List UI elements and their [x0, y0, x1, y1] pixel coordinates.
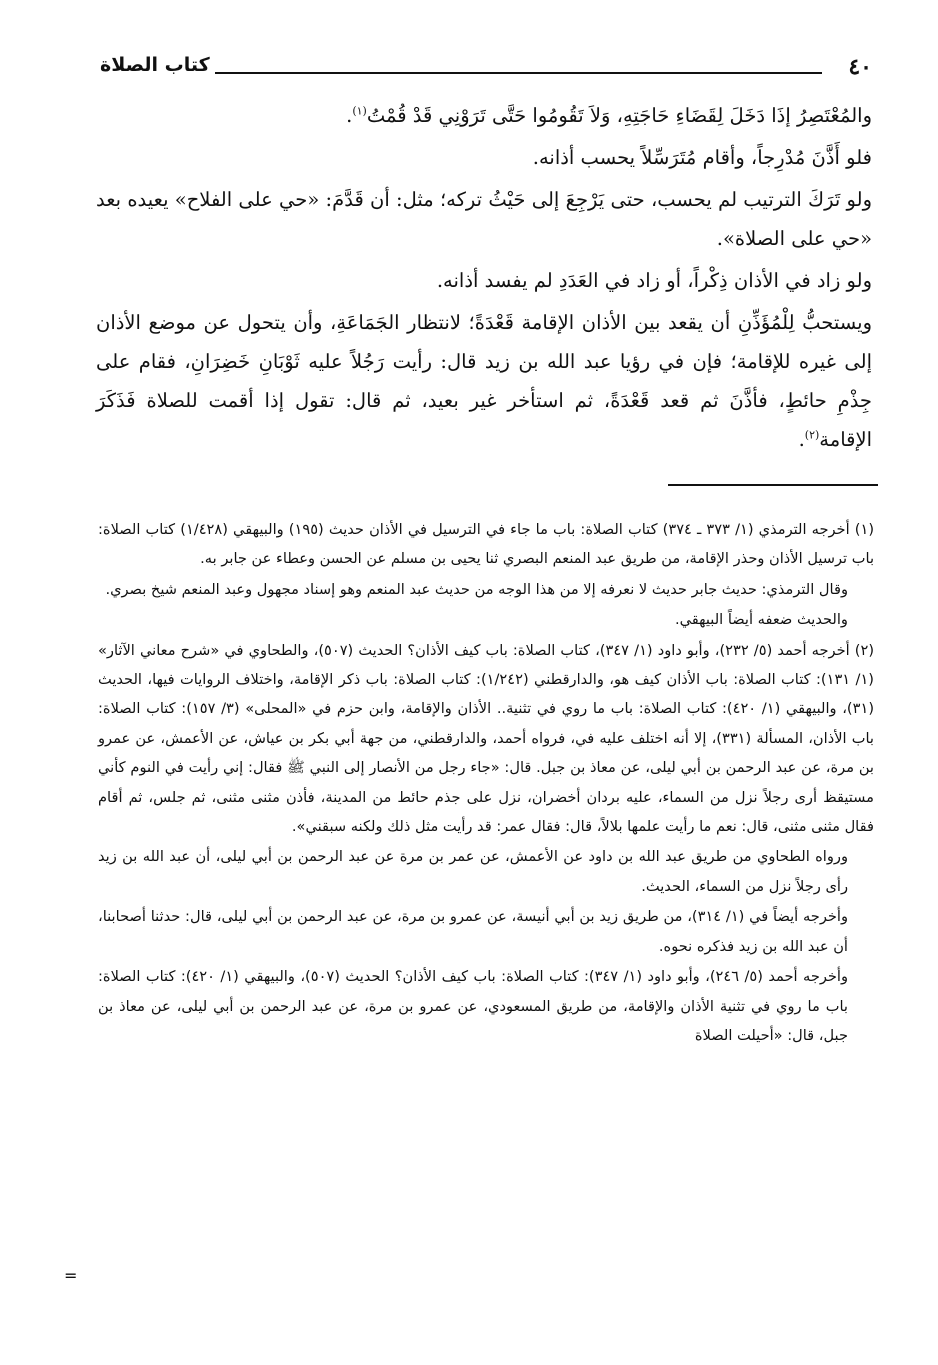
page-number: ٤٠ [848, 54, 872, 80]
header-rule [215, 72, 822, 74]
footnote-ref-2: (٢) [804, 428, 820, 442]
footnote-1-note: والحديث ضعفه أيضاً البيهقي. [674, 611, 848, 629]
paragraph-5-text: ويستحبُّ لِلْمُؤَذِّنِ أن يقعد بين الأذان الإقامة قَعْدَةً؛ لانتظار الجَمَاعَةِ، وأن يتحول عن موضع الأذان إلى غيره للإقامة؛ فإن في رؤيا عبد الله بن زيد قال: رأيت رَجُلاً عليه ثَوْبَانِ خَضِرَانِ، فقام على جِذْمِ حائطٍ، فأذَّنَ ثم قعد قَعْدَةً، ثم استأخر غير بعيد، ثم قال: تقول إذا أقمت للصلاة فَذَكَرَ الإقامة [96, 311, 872, 451]
running-title: كتاب الصلاة [100, 54, 210, 76]
footnote-ref-1: (١) [352, 104, 367, 118]
footnotes [98, 515, 874, 1051]
footnote-1-comment: وقال الترمذي: حديث جابر حديث لا نعرفه إلا من هذا الوجه من حديث عبد المنعم وهو إسناد مجهول وعبد المنعم شيخ بصري. [105, 580, 848, 598]
footnote-separator [668, 484, 878, 486]
footnote-2: (٢) أخرجه أحمد (٥/ ٢٣٢)، وأبو داود (١/ ٣٤٧)، كتاب الصلاة: باب كيف الأذان؟ الحديث (٥٠٧)، والطحاوي في «شرح معاني الآثار» (١/ ١٣١): كتاب الصلاة: باب الأذان كيف هو، والدارقطني (١/٢٤٢): كتاب الصلاة: باب ذكر الإقامة، واختلاف الروايات فيها، الحديث (٣١)، والبيهقي (١/ ٤٢٠): كتاب الصلاة: باب ما روي في تثنية.. الأذان والإقامة، وابن حزم في «المحلى» (٣/ ١٥٧): كتاب الصلاة: باب الأذان، المسألة (٣٣١)، إلا أنه اختلف عليه في، فرواه أحمد، والدارقطني، من جهة أبي بكر بن عياش، عن الأعمش، عن عمرو بن مرة، عن عبد الرحمن بن أبي ليلى، عن معاذ بن جبل. قال: «جاء رجل من الأنصار إلى النبي ﷺ فقال: إني رأيت في النوم كأني مستيقظ أرى رجلاً نزل من السماء، عليه بردان أخضران، نزل على جذم حائط من المدينة، فأذن مثنى مثنى، ثم جلس، ثم أقام فقال مثنى مثنى، قال: نعم ما رأيت علمها بلالاً، قال: فقال عمر: قد رأيت مثل ذلك ولكنه سبقني». [98, 641, 875, 836]
paragraph-5 [96, 303, 872, 459]
paragraph-5-end: . [798, 428, 805, 451]
page-header [100, 46, 872, 86]
continuation-mark: = [64, 1266, 78, 1285]
main-text [96, 96, 872, 462]
paragraph-1-text: والمُعْتَصِرُ إذَا دَخَلَ لِقَضَاءِ حَاجَتِهِ، وَلاَ تَقُومُوا حَتَّى تَرَوْنِي قَدْ قُمْتُ [366, 104, 872, 127]
footnote-1: (١) أخرجه الترمذي (١/ ٣٧٣ ـ ٣٧٤) كتاب الصلاة: باب ما جاء في الترسيل في الأذان حديث (١٩٥) والبيهقي (١/٤٢٨) كتاب الصلاة: باب ترسيل الأذان وحذر الإقامة، من طريق عبد المنعم البصري ثنا يحيى بن مسلم عن الحسن وعطاء عن جابر به. [98, 521, 875, 568]
paragraph-3: ولو تَرَكَ الترتيب لم يحسب، حتى يَرْجِعَ إلى حَيْثُ تركه؛ مثل: أن قَدَّمَ: «حي على الفلاح» يعيده بعد «حي على الصلاة». [96, 188, 872, 250]
footnote-2-ahmad: وأخرجه أحمد (٥/ ٢٤٦)، وأبو داود (١/ ٣٤٧): كتاب الصلاة: باب كيف الأذان؟ الحديث (٥٠٧)، والبيهقي (١/ ٤٢٠): كتاب الصلاة: باب ما روي في تثنية الأذان والإقامة، من طريق المسعودي، عن عمرو بن مرة، عن عبد الرحمن بن أبي ليلى، عن معاذ بن جبل، قال: «أحيلت الصلاة [98, 968, 849, 1044]
paragraph-1-end: . [346, 104, 353, 127]
footnote-2-also: وأخرجه أيضاً في (١/ ٣١٤)، من طريق زيد بن أبي أنيسة، عن عمرو بن مرة، عن عبد الرحمن بن أبي ليلى، قال: حدثنا أصحابنا، أن عبد الله بن زيد فذكره نحوه. [98, 908, 849, 955]
paragraph-2: فلو أَذَّنَ مُدْرِجاً، وأقام مُتَرَسِّلاً يحسب أذانه. [532, 146, 872, 169]
paragraph-4: ولو زاد في الأذان ذِكْراً، أو زاد في العَدَدِ لم يفسد أذانه. [436, 269, 872, 292]
footnote-2-tahawi: ورواه الطحاوي من طريق عبد الله بن داود عن الأعمش، عن عمر بن مرة عن عبد الرحمن بن أبي ليلى، أن عبد الله بن زيد رأى رجلاً نزل من السماء، الحديث. [98, 848, 848, 895]
paragraph-1 [96, 96, 872, 135]
